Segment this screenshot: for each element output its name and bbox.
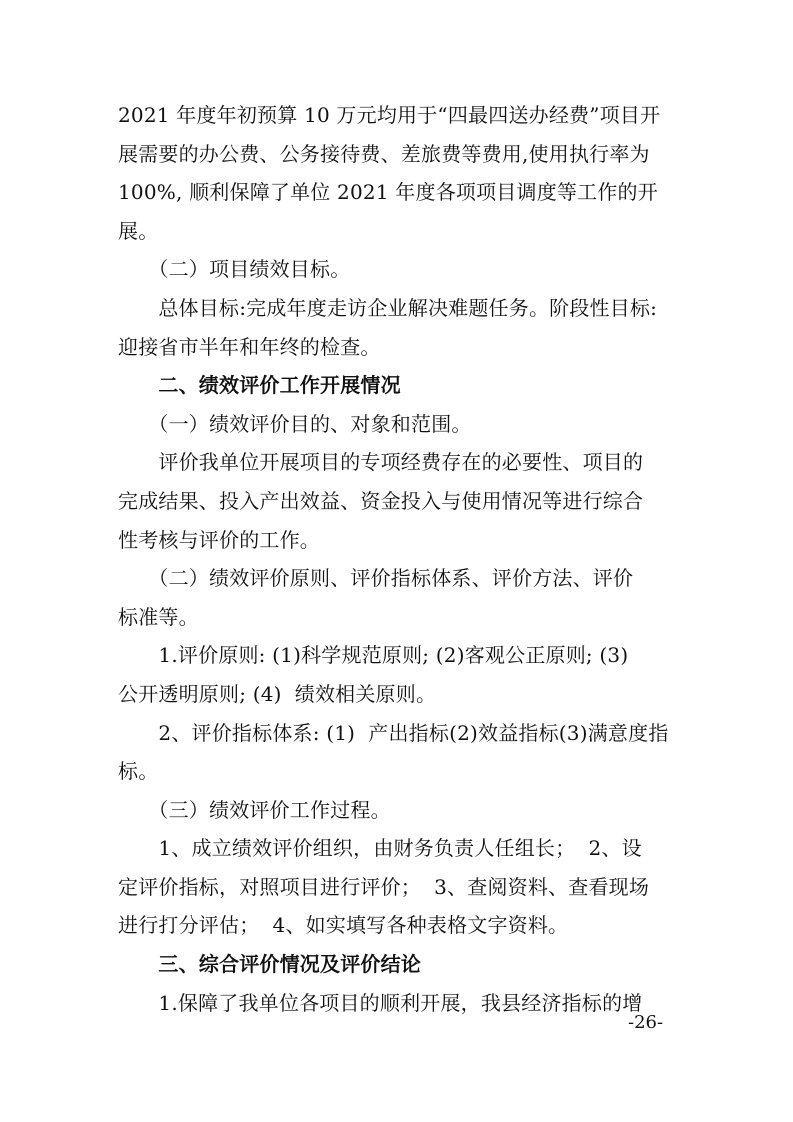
text-line: 1.评价原则: (1)科学规范原则; (2)客观公正原则; (3) — [118, 643, 629, 668]
page-number: -26- — [628, 1012, 664, 1033]
subheading: （三）绩效评价工作过程。 — [118, 797, 391, 822]
subheading: （一）绩效评价目的、对象和范围。 — [118, 411, 472, 436]
text-line: 进行打分评估； 4、如实填写各种表格文字资料。 — [118, 913, 569, 938]
text-line: 完成结果、投入产出效益、资金投入与使用情况等进行综合 — [118, 488, 644, 513]
text-line: 总体目标:完成年度走访企业解决难题任务。阶段性目标: — [118, 295, 658, 320]
text-line: 1.保障了我单位各项目的顺利开展，我县经济指标的增 — [118, 990, 643, 1015]
text-line: 评价我单位开展项目的专项经费存在的必要性、项目的 — [118, 450, 644, 475]
text-line: 展需要的办公费、公务接待费、差旅费等费用,使用执行率为 — [118, 141, 650, 166]
subheading: （二）项目绩效目标。 — [118, 257, 351, 282]
text-line: 展。 — [118, 218, 159, 243]
text-line: 100%, 顺利保障了单位 2021 年度各项项目调度等工作的开 — [118, 180, 658, 205]
document-body — [118, 100, 678, 1026]
section-heading: 三、综合评价情况及评价结论 — [118, 952, 421, 977]
text-line: 公开透明原则; (4) 绩效相关原则。 — [118, 681, 437, 706]
subheading: （二）绩效评价原则、评价指标体系、评价方法、评价 — [118, 566, 634, 591]
section-heading: 二、绩效评价工作开展情况 — [118, 373, 401, 398]
text-line: 标准等。 — [118, 604, 199, 629]
text-line: 性考核与评价的工作。 — [118, 527, 320, 552]
text-line: 2、评价指标体系: (1) 产出指标(2)效益指标(3)满意度指 — [118, 720, 669, 745]
text-line: 标。 — [118, 759, 159, 784]
text-line: 迎接省市半年和年终的检查。 — [118, 334, 381, 359]
text-line: 定评价指标，对照项目进行评价； 3、查阅资料、查看现场 — [118, 874, 650, 899]
text-line: 2021 年度年初预算 10 万元均用于“四最四送办经费”项目开 — [118, 103, 661, 127]
text-line: 1、成立绩效评价组织，由财务负责人任组长； 2、设 — [118, 836, 642, 861]
